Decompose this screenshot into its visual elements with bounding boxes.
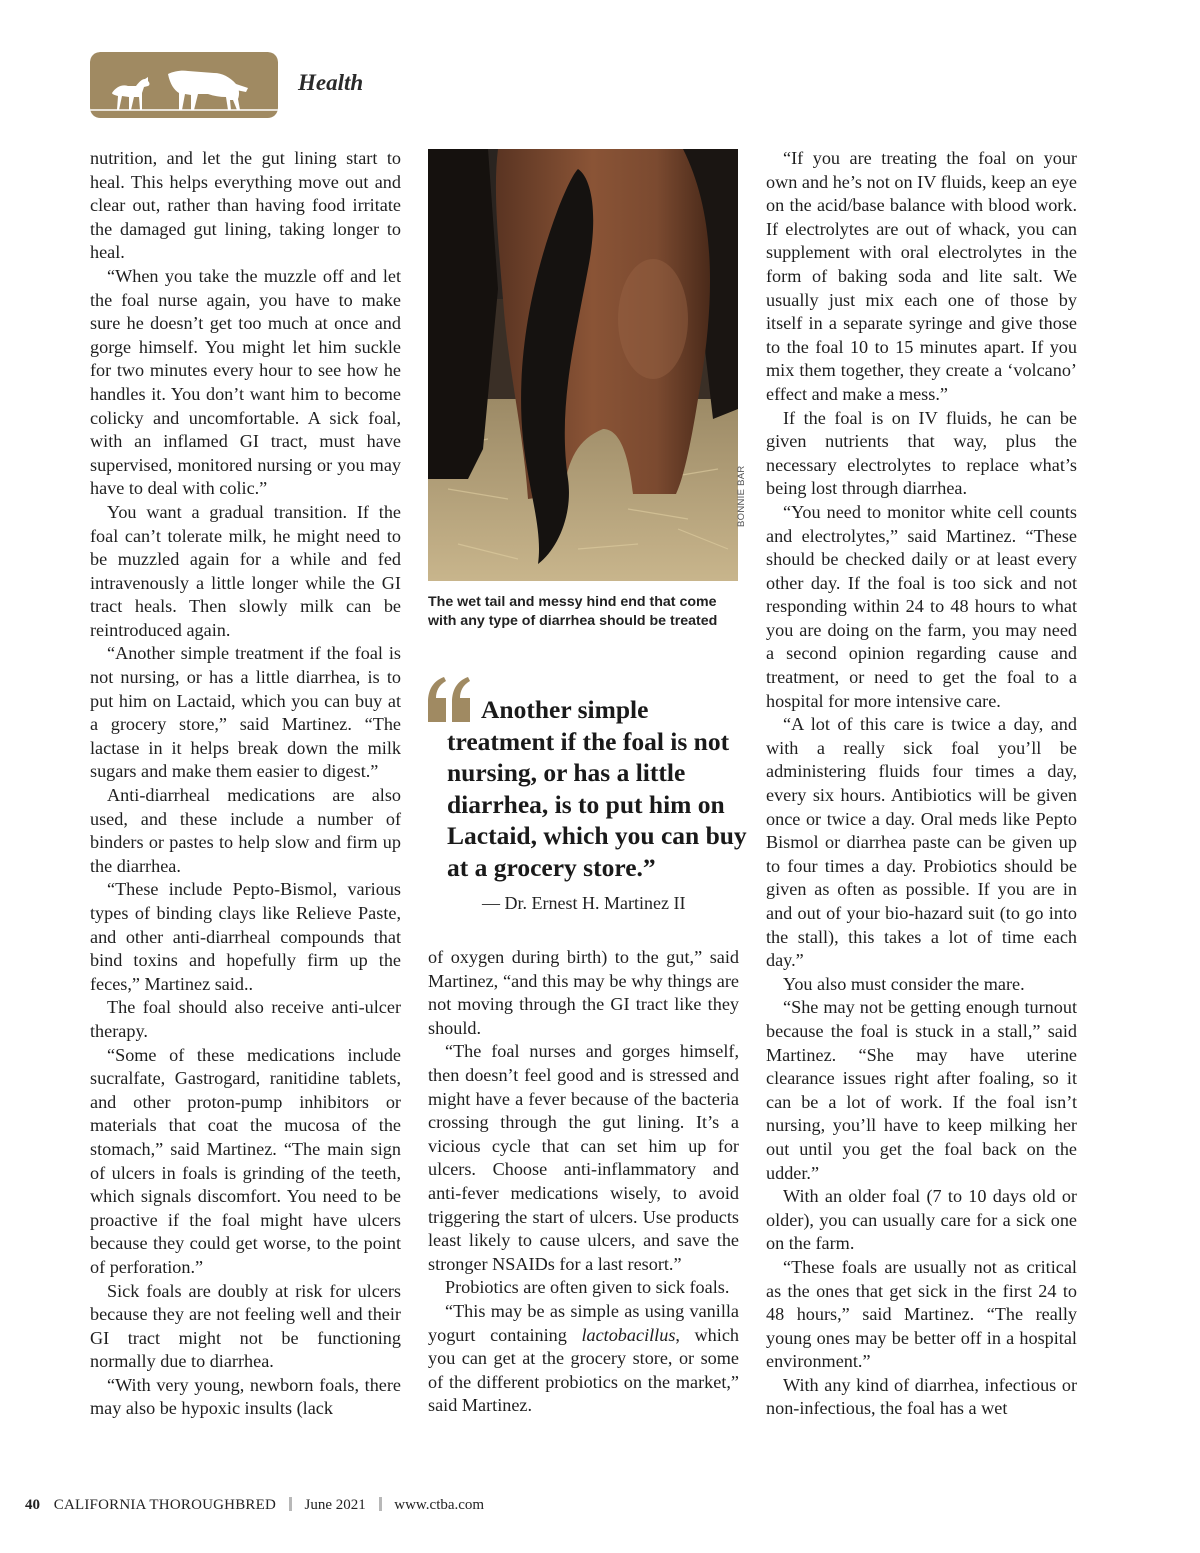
foal-hindquarters-photo <box>428 149 738 581</box>
footer-divider <box>289 1497 292 1511</box>
section-label: Health <box>298 70 364 95</box>
paragraph: You also must consider the mare. <box>783 973 1025 994</box>
magazine-name: CALIFORNIA THOROUGHBRED <box>53 1497 277 1513</box>
issue-date: June 2021 <box>304 1497 366 1513</box>
paragraph: “When you take the muzzle off and let the foal nurse again, you have to make sure he doesn’t get too much at once and gorge himself. You might let him suckle for two minutes every hour to see how he handles it. You don’t want him to become colicky and uncomfortable. A sick foal, with an inflamed GI tract, must have supervised, monitored nursing or you may have to deal with colic.” <box>90 265 401 499</box>
pull-quote-text: treatment if the foal is not nursing, or has a little diarrhea, is to put him on Lactaid, which you can buy at a grocery store.” <box>447 726 747 882</box>
article-column-1 <box>90 147 401 1421</box>
pull-quote-attribution: — Dr. Ernest H. Martinez II <box>482 893 686 913</box>
text: , which you can get at the grocery store, or some of the different probiotics on the market,” said Martinez. <box>428 1324 739 1416</box>
paragraph: “With very young, newborn foals, there may also be hypoxic insults (lack <box>90 1374 401 1419</box>
photo-credit: BONNIE BAR <box>736 465 747 527</box>
paragraph: With an older foal (7 to 10 days old or older), you can usually care for a sick one on the farm. <box>766 1186 1077 1254</box>
paragraph: “These foals are usually not as critical as the ones that get sick in the first 24 to 48 hours,” said Martinez. “The really young ones may be better off in a hospital environment.” <box>766 1256 1077 1372</box>
paragraph: “These include Pepto-Bismol, various types of binding clays like Relieve Paste, and other anti-diarrheal compounds that bind toxins and hopefully firm up the feces,” Martinez said.. <box>90 879 401 994</box>
website-link[interactable]: www.ctba.com <box>394 1497 485 1513</box>
paragraph <box>428 1300 739 1418</box>
paragraph: Sick foals are doubly at risk for ulcers because they are not feeling well and their GI tract might not be functioning normally due to diarrhea. <box>90 1280 401 1372</box>
italic-term: lactobacillus <box>581 1324 676 1345</box>
pull-quote <box>447 694 747 883</box>
page-number: 40 <box>25 1497 40 1513</box>
paragraph: If the foal is on IV fluids, he can be given nutrients that way, plus the necessary electrolytes to replace what’s being lost through diarrhea. <box>766 407 1077 499</box>
paragraph: The foal should also receive anti-ulcer therapy. <box>90 997 401 1041</box>
paragraph: “If you are treating the foal on your own and he’s not on IV fluids, keep an eye on the acid/base balance with blood work. If electrolytes are out of whack, you can supplement with oral electrolytes in the form of baking soda and lite salt. We usually just mix each one of those by itself in a separate syringe and give those to the foal 10 to 15 minutes apart. If you mix them together, they create a ‘volcano’ effect and make a mess.” <box>766 148 1077 404</box>
photo-caption: The wet tail and messy hind end that come with any type of diarrhea should be treated <box>428 594 718 629</box>
text: “This may be as simple as using vanilla yogurt containing <box>428 1300 739 1345</box>
pull-quote-first-line: Another simple <box>481 695 649 724</box>
paragraph: “The foal nurses and gorges himself, then doesn’t feel good and is stressed and might have a fever because of the bacteria crossing through the gut lining. It’s a vicious cycle that can set him up for ulcers. Choose anti-inflammatory and anti-fever medications wisely, to avoid triggering the start of ulcers. Use products least likely to cause ulcers, and save the stronger NSAIDs for a last resort.” <box>428 1041 739 1274</box>
paragraph: “You need to monitor white cell counts and electrolytes,” said Martinez. “These should be checked daily or at least every other day. If the foal is too sick and not responding within 24 to 48 hours to what you are doing on the farm, you may need a second opinion regarding cause and treatment, or need to get the foal to a hospital for more intensive care. <box>766 501 1077 711</box>
paragraph: Anti-diarrheal medications are also used, and these include a number of binders or pastes to help slow and firm up the diarrhea. <box>90 785 401 876</box>
article-column-3 <box>766 147 1077 1421</box>
page-footer <box>25 1497 484 1514</box>
paragraph: nutrition, and let the gut lining start to heal. This helps everything move out and clear out, rather than having food irritate the damaged gut lining, taking longer to heal. <box>90 148 401 263</box>
article-column-2 <box>428 946 739 1418</box>
footer-divider <box>379 1497 382 1511</box>
paragraph: Probiotics are often given to sick foals. <box>445 1277 730 1298</box>
paragraph: With any kind of diarrhea, infectious or non-infectious, the foal has a wet <box>766 1374 1077 1419</box>
paragraph: “She may not be getting enough turnout because the foal is stuck in a stall,” said Martinez. “She may have uterine clearance issues right after foaling, so it can be a lot of work. If the foal isn’t nursing, you’ll have to keep milking her out until you get the foal back on the udder.” <box>766 997 1077 1183</box>
paragraph: “Another simple treatment if the foal is not nursing, or has a little diarrhea, is to put him on Lactaid, which you can buy at a grocery store,” said Martinez. “The lactase in it helps break down the milk sugars and make them easier to digest.” <box>90 643 401 782</box>
paragraph: “Some of these medications include sucralfate, Gastrogard, ranitidine tablets, and other proton-pump inhibitors or materials that coat the mucosa of the stomach,” said Martinez. “The main sign of ulcers in foals is grinding of the teeth, which signals discomfort. You need to be proactive if the foal might have ulcers because they could get worse, to the point of perforation.” <box>90 1044 401 1277</box>
section-badge <box>90 52 278 118</box>
paragraph: You want a gradual transition. If the foal can’t tolerate milk, he might need to be muzzled again for a while and fed intravenously a little longer while the GI tract heals. Then slowly milk can be reintroduced again. <box>90 501 401 640</box>
paragraph: “A lot of this care is twice a day, and with a really sick foal you’ll be administering fluids four times a day, every six hours. Antibiotics will be given once or twice a day. Oral meds like Pepto Bismol or diarrhea paste can be given up to four times a day. Probiotics should be given as often as possible. If you are in and out of your bio-hazard suit (to go into the stall), this takes a lot of time each day.” <box>766 714 1077 971</box>
paragraph: of oxygen during birth) to the gut,” said Martinez, “and this may be why things are not moving through the GI tract like they should. <box>428 947 739 1038</box>
